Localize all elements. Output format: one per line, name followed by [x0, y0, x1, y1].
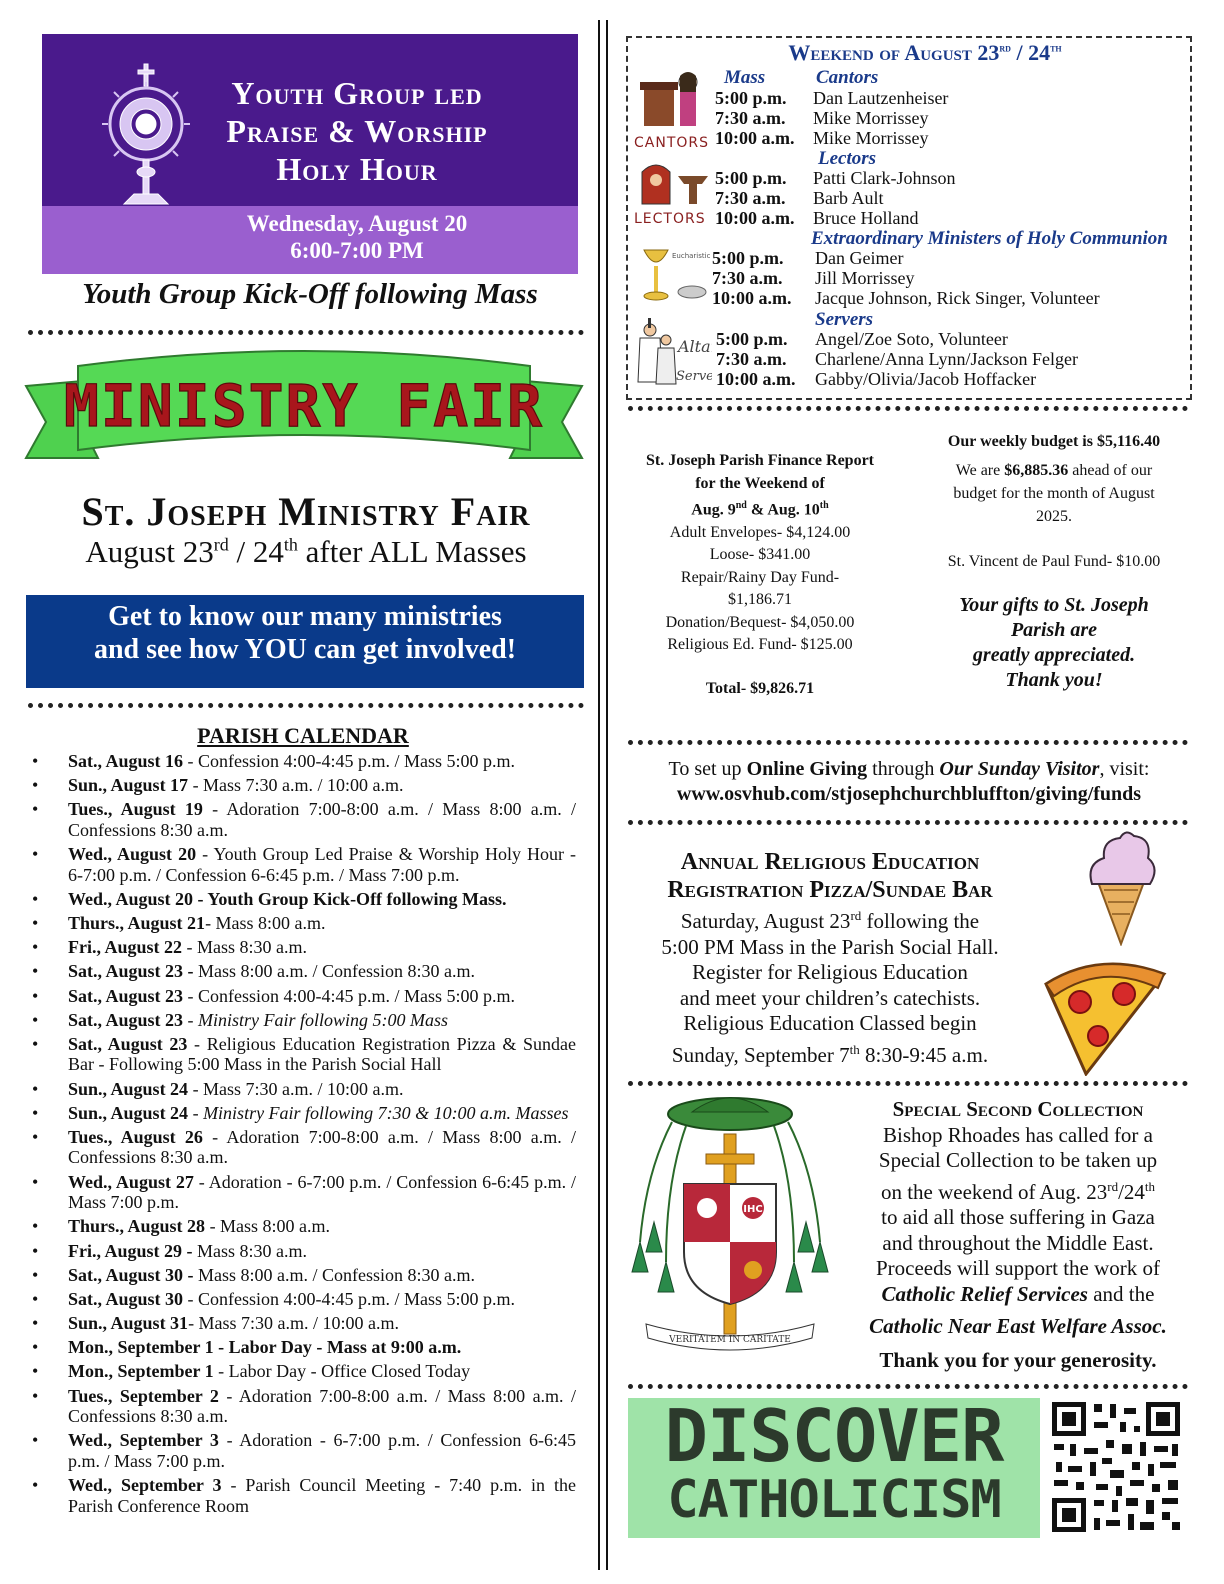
- schedule-name: Dan Lautzenheiser: [813, 88, 949, 108]
- divider: [28, 330, 584, 335]
- budget-summary: Our weekly budget is $5,116.40 We are $6,885.36 ahead of our budget for the month of August 2025. St. Vincent de Paul Fund- $10.00 Your gifts to St. Joseph Parish are greatly appreciated. Thank you!: [916, 430, 1192, 693]
- svg-text:Eucharistic Ministers: Eucharistic: [672, 252, 710, 260]
- calendar-item: • Sun., August 31- Mass 7:30 a.m. / 10:00 a.m.: [30, 1313, 576, 1334]
- youth-group-kickoff: Youth Group Kick-Off following Mass: [82, 278, 538, 310]
- schedule-time: 10:00 a.m.: [716, 369, 796, 389]
- ministry-fair-banner-text: MINISTRY FAIR: [64, 372, 544, 440]
- calendar-item: • Wed., September 3 - Parish Council Meeting - 7:40 p.m. in the Parish Conference Room: [30, 1475, 576, 1516]
- calendar-item: • Sat., August 16 - Confession 4:00-4:45 p.m. / Mass 5:00 p.m.: [30, 751, 576, 772]
- calendar-item: • Sat., August 23 - Ministry Fair following 5:00 Mass: [30, 1010, 576, 1031]
- divider: [628, 406, 1188, 411]
- schedule-time: 7:30 a.m.: [712, 268, 783, 288]
- calendar-item: • Tues., August 26 - Adoration 7:00-8:00 a.m. / Mass 8:00 a.m. / Confessions 8:30 a.m.: [30, 1127, 576, 1168]
- schedule-name: Dan Geimer: [815, 248, 904, 268]
- cantors-label: Cantors: [816, 67, 879, 88]
- finance-report: St. Joseph Parish Finance Report for the Weekend of Aug. 9nd & Aug. 10th Adult Envelopes- $4,124.00 Loose- $341.00 Repair/Rainy Day Fund- $1,186.71 Donation/Bequest- $4,050.00 Religious Ed. Fund- $125.00 Total- $9,826.71: [626, 450, 894, 700]
- lectors-icon: LECTORS: [634, 158, 712, 226]
- schedule-name: Bruce Holland: [813, 208, 919, 228]
- finance-line: Religious Ed. Fund- $125.00: [667, 636, 853, 654]
- schedule-name: Jacque Johnson, Rick Singer, Volunteer: [815, 288, 1100, 308]
- schedule-time: 7:30 a.m.: [715, 188, 786, 208]
- altar-servers-icon: [636, 318, 712, 390]
- mass-column-label: Mass: [724, 67, 766, 88]
- schedule-time: 5:00 p.m.: [716, 329, 788, 349]
- divider: [628, 820, 1188, 825]
- chalice-icon: [636, 244, 710, 306]
- lectors-label: Lectors: [818, 148, 877, 169]
- monstrance-icon: [94, 62, 198, 212]
- calendar-item: • Wed., September 3 - Adoration - 6-7:00 p.m. / Confession 6-6:45 p.m. / Mass 7:00 p.m.: [30, 1430, 576, 1471]
- calendar-item: • Wed., August 20 - Youth Group Kick-Off following Mass.: [30, 889, 576, 910]
- pizza-icon: [1040, 956, 1172, 1076]
- schedule-time: 10:00 a.m.: [715, 208, 795, 228]
- calendar-list: [30, 751, 576, 1520]
- servers-label: Servers: [815, 309, 874, 330]
- religious-ed-body: Saturday, August 23rd following the 5:00 PM Mass in the Parish Social Hall. Register for Religious Education and meet your children’s catechists. Religious Education Classed begin Sunday, September 7th 8:30-9:45 a.m.: [661, 908, 999, 1067]
- schedule-time: 7:30 a.m.: [715, 108, 786, 128]
- youth-group-title: Youth Group led Praise & Worship Holy Hour: [226, 75, 488, 187]
- calendar-item: • Sat., August 23 - Mass 8:00 a.m. / Confession 8:30 a.m.: [30, 961, 576, 982]
- calendar-item: • Sat., August 30 - Confession 4:00-4:45 p.m. / Mass 5:00 p.m.: [30, 1289, 576, 1310]
- calendar-item: • Mon., September 1 - Labor Day - Office Closed Today: [30, 1361, 576, 1382]
- schedule-time: 7:30 a.m.: [716, 349, 787, 369]
- youth-group-banner: [42, 34, 578, 274]
- qr-code[interactable]: [1050, 1400, 1182, 1534]
- calendar-item: • Thurs., August 21- Mass 8:00 a.m.: [30, 913, 576, 934]
- calendar-item: • Sat., August 23 - Confession 4:00-4:45 p.m. / Mass 5:00 p.m.: [30, 986, 576, 1007]
- giving-link[interactable]: www.osvhub.com/stjosephchurchbluffton/giving/funds: [676, 783, 1142, 805]
- finance-line: Loose- $341.00: [709, 546, 811, 564]
- calendar-item: • Sun., August 17 - Mass 7:30 a.m. / 10:00 a.m.: [30, 775, 576, 796]
- schedule-time: 10:00 a.m.: [712, 288, 792, 308]
- schedule-name: Angel/Zoe Soto, Volunteer: [815, 329, 1008, 349]
- ministry-fair-date: August 23rd / 24th after ALL Masses: [85, 534, 527, 569]
- column-rule: [598, 20, 600, 1570]
- calendar-item: • Fri., August 29 - Mass 8:30 a.m.: [30, 1241, 576, 1262]
- divider: [628, 740, 1188, 745]
- divider: [28, 703, 584, 708]
- calendar-item: • Thurs., August 28 - Mass 8:00 a.m.: [30, 1216, 576, 1237]
- schedule-name: Jill Morrissey: [815, 268, 915, 288]
- calendar-item: • Fri., August 22 - Mass 8:30 a.m.: [30, 937, 576, 958]
- schedule-name: Patti Clark-Johnson: [813, 168, 956, 188]
- ministry-fair-banner: [24, 346, 584, 480]
- schedule-time: 5:00 p.m.: [712, 248, 784, 268]
- schedule-time: 10:00 a.m.: [715, 128, 795, 148]
- calendar-item: • Sun., August 24 - Ministry Fair following 7:30 & 10:00 a.m. Masses: [30, 1103, 576, 1124]
- column-rule: [606, 20, 608, 1570]
- finance-line: Repair/Rainy Day Fund-: [680, 568, 840, 586]
- svg-text:Altar: Alta: [678, 337, 711, 356]
- calendar-item: • Wed., August 27 - Adoration - 6-7:00 p.m. / Confession 6-6:45 p.m. / Mass 7:00 p.m.: [30, 1172, 576, 1213]
- ice-cream-icon: [1080, 828, 1162, 946]
- religious-ed-title: Annual Religious Education Registration Pizza/Sundae Bar: [667, 849, 993, 903]
- ministry-fair-title: St. Joseph Ministry Fair: [81, 489, 531, 534]
- calendar-item: • Tues., September 2 - Adoration 7:00-8:00 a.m. / Mass 8:00 a.m. / Confessions 8:30 a.m.: [30, 1386, 576, 1427]
- schedule-time: 5:00 p.m.: [715, 88, 787, 108]
- finance-line: Donation/Bequest- $4,050.00: [665, 613, 855, 631]
- discover-catholicism-banner[interactable]: DISCOVER CATHOLICISM: [628, 1398, 1040, 1538]
- calendar-item: • Sun., August 24 - Mass 7:30 a.m. / 10:00 a.m.: [30, 1079, 576, 1100]
- emhc-label: Extraordinary Ministers of Holy Communion: [811, 228, 1168, 249]
- divider: [628, 1081, 1188, 1086]
- ministry-fair-callout: Get to know our many ministries and see how YOU can get involved!: [26, 595, 584, 688]
- svg-text:Servers: Serv: [676, 369, 707, 384]
- svg-text:IHC: IHC: [743, 1204, 763, 1215]
- schedule-time: 5:00 p.m.: [715, 168, 787, 188]
- calendar-item: • Tues., August 19 - Adoration 7:00-8:00 a.m. / Mass 8:00 a.m. / Confessions 8:30 a.m.: [30, 799, 576, 840]
- thanks-message: Your gifts to St. Joseph Parish are greatly appreciated. Thank you!: [959, 594, 1149, 691]
- calendar-item: • Wed., August 20 - Youth Group Led Praise & Worship Holy Hour - 6-7:00 p.m. / Confession 6-6:45 p.m. / Mass 7:00 p.m.: [30, 844, 576, 885]
- schedule-name: Barb Ault: [813, 188, 884, 208]
- divider: [628, 1384, 1188, 1389]
- svg-text:VERITATEM IN CARITATE: VERITATEM IN CARITATE: [669, 1335, 791, 1345]
- schedule-name: Mike Morrissey: [813, 128, 929, 148]
- finance-line: $1,186.71: [728, 591, 792, 609]
- calendar-item: • Sat., August 30 - Mass 8:00 a.m. / Confession 8:30 a.m.: [30, 1265, 576, 1286]
- calendar-item: • Sat., August 23 - Religious Education Registration Pizza & Sundae Bar - Following 5:00 Mass in the Parish Social Hall: [30, 1034, 576, 1075]
- finance-line: Adult Envelopes- $4,124.00: [669, 523, 851, 541]
- online-giving: To set up Online Giving through Our Sunday Visitor, visit: www.osvhub.com/stjosephchurchbluffton/giving/funds: [626, 757, 1192, 807]
- weekend-heading: Weekend of August 23rd / 24th: [788, 40, 1062, 65]
- finance-total: Total- $9,826.71: [705, 679, 815, 697]
- calendar-item: • Mon., September 1 - Labor Day - Mass at 9:00 a.m.: [30, 1337, 576, 1358]
- calendar-heading: PARISH CALENDAR: [197, 723, 409, 748]
- schedule-name: Mike Morrissey: [813, 108, 929, 128]
- schedule-name: Gabby/Olivia/Jacob Hoffacker: [815, 369, 1037, 389]
- schedule-name: Charlene/Anna Lynn/Jackson Felger: [815, 349, 1078, 369]
- special-collection: Special Second Collection Bishop Rhoades has called for a Special Collection to be taken up on the weekend of Aug. 23rd/24th to aid all those suffering in Gaza and throughout the Middle East. Proceeds will support the work of Catholic Relief Services and the Catholic Near East Welfare Assoc. Thank you for your generosity.: [848, 1097, 1188, 1373]
- bishop-coat-of-arms: [626, 1092, 834, 1370]
- youth-group-when: Wednesday, August 20 6:00-7:00 PM: [246, 211, 468, 263]
- cantors-icon: CANTORS: [634, 68, 712, 148]
- special-collection-title: Special Second Collection: [892, 1097, 1144, 1121]
